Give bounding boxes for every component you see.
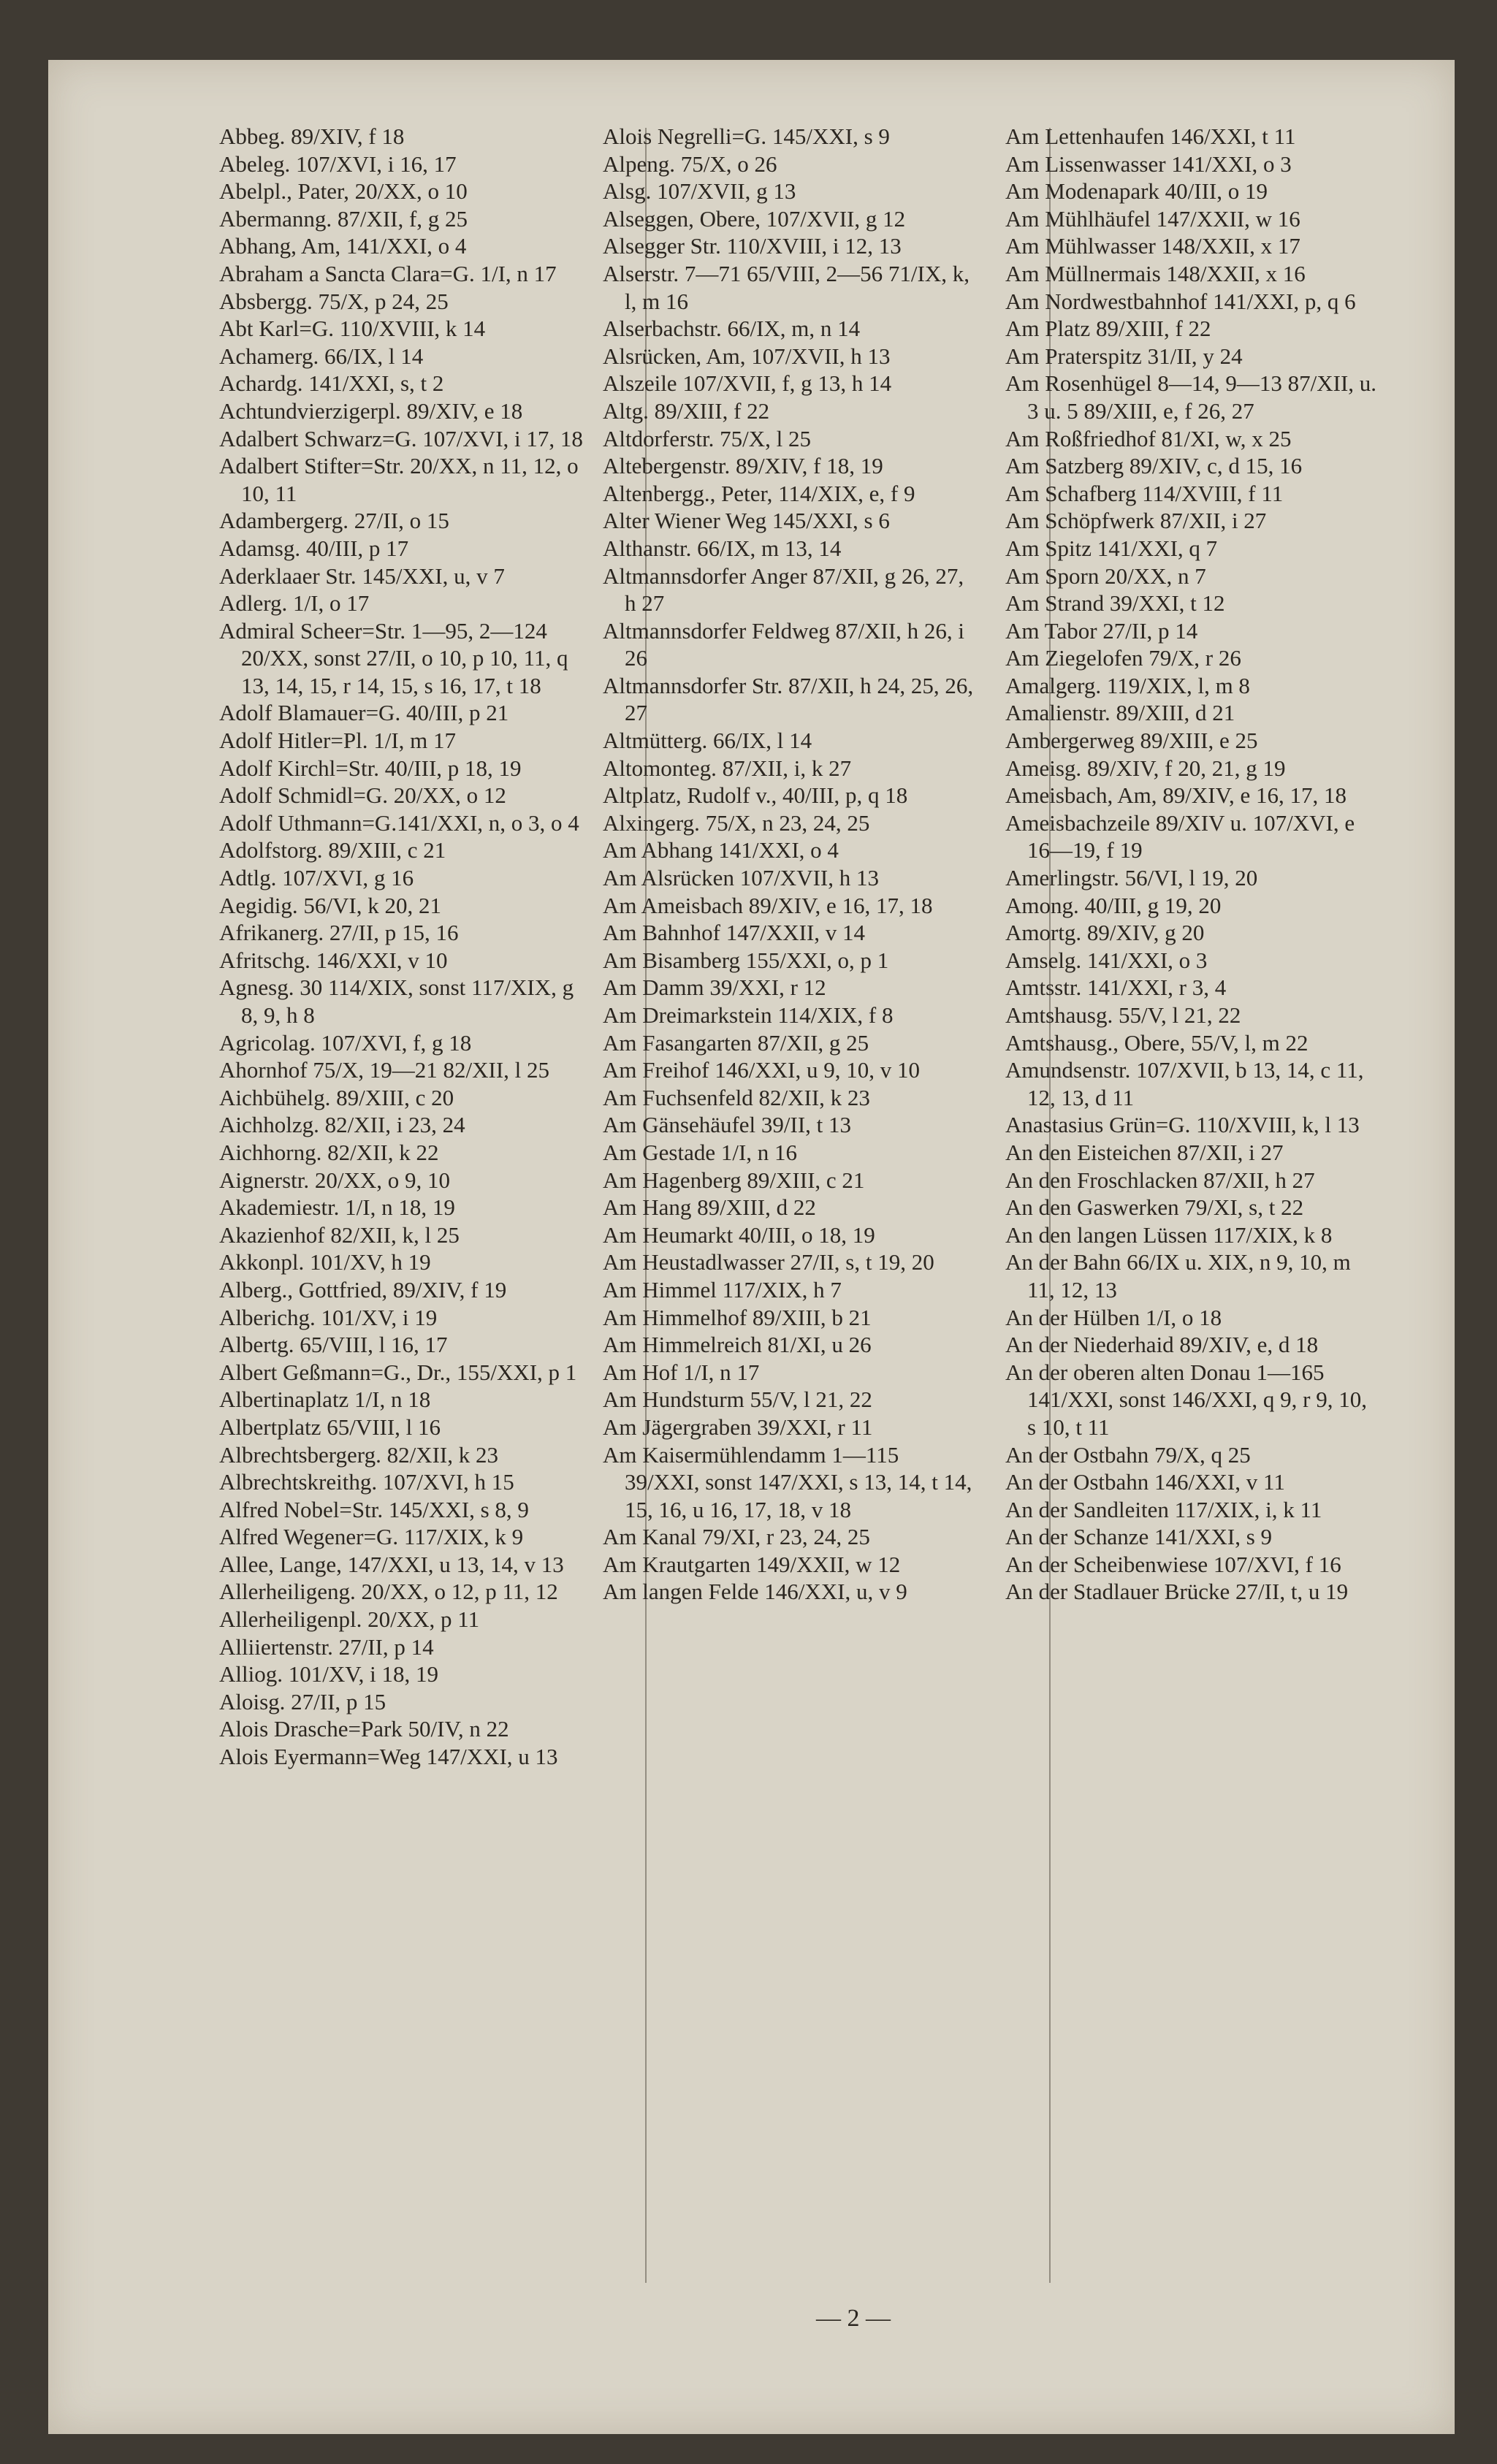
index-entry: Am Himmelreich 81/XI, u 26 [603, 1332, 872, 1358]
index-entry: An der Stadlauer Brücke 27/II, t, u 19 [1005, 1579, 1349, 1605]
index-entry: Alliiertenstr. 27/II, p 14 [219, 1633, 434, 1660]
index-entry: Alfred Nobel=Str. 145/XXI, s 8, 9 [219, 1496, 529, 1522]
index-entry: Altplatz, Rudolf v., 40/III, p, q 18 [603, 782, 908, 809]
index-entry: An der Bahn 66/IX u. XIX, n 9, 10, m 11, 12, 13 [1005, 1249, 1351, 1302]
index-entry: Alpeng. 75/X, o 26 [603, 150, 777, 177]
index-entry: Am Heustadlwasser 27/II, s, t 19, 20 [603, 1249, 934, 1275]
index-entry: Afritschg. 146/XXI, v 10 [219, 947, 448, 973]
index-entry: Amtshausg., Obere, 55/V, l, m 22 [1005, 1029, 1309, 1056]
index-entry: Achardg. 141/XXI, s, t 2 [219, 370, 444, 397]
index-entry: Abermanng. 87/XII, f, g 25 [219, 205, 468, 232]
index-entry: Am Praterspitz 31/II, y 24 [1005, 343, 1243, 369]
index-entry: Absbergg. 75/X, p 24, 25 [219, 288, 449, 314]
index-entry: Abelpl., Pater, 20/XX, o 10 [219, 178, 468, 205]
index-entry: Altomonteg. 87/XII, i, k 27 [603, 755, 852, 781]
index-entry: Am Sporn 20/XX, n 7 [1005, 562, 1206, 589]
index-entry: Adalbert Stifter=Str. 20/XX, n 11, 12, o 10, 11 [219, 453, 579, 506]
index-entry: Altmannsdorfer Str. 87/XII, h 24, 25, 26, 27 [603, 672, 974, 726]
index-entry: Am Gänsehäufel 39/II, t 13 [603, 1112, 852, 1138]
index-entry: Adolf Blamauer=G. 40/III, p 21 [219, 700, 509, 726]
index-entry: Am Modenapark 40/III, o 19 [1005, 178, 1268, 205]
index-entry: Amortg. 89/XIV, g 20 [1005, 920, 1205, 946]
index-entry: Amselg. 141/XXI, o 3 [1005, 947, 1208, 973]
index-entry: Albertinaplatz 1/I, n 18 [219, 1387, 431, 1413]
index-entry: Adolf Hitler=Pl. 1/I, m 17 [219, 728, 457, 754]
index-entry: Aderklaaer Str. 145/XXI, u, v 7 [219, 562, 505, 589]
index-entry: Alseggen, Obere, 107/XVII, g 12 [603, 205, 906, 232]
index-entry: Amundsenstr. 107/XVII, b 13, 14, c 11, 12, 13, d 11 [1005, 1057, 1364, 1110]
index-entry: An den Eisteichen 87/XII, i 27 [1005, 1139, 1284, 1165]
index-entry: Am Kanal 79/XI, r 23, 24, 25 [603, 1524, 870, 1550]
index-entry: An der Ostbahn 146/XXI, v 11 [1005, 1469, 1285, 1495]
index-entry: Ameisbachzeile 89/XIV u. 107/XVI, e 16—19, f 19 [1005, 809, 1355, 863]
index-entry: Am Fasangarten 87/XII, g 25 [603, 1029, 869, 1056]
index-entry: Alois Eyermann=Weg 147/XXI, u 13 [219, 1744, 558, 1770]
index-entry: An der Schanze 141/XXI, s 9 [1005, 1524, 1273, 1550]
index-entry: Albertg. 65/VIII, l 16, 17 [219, 1332, 448, 1358]
index-entry: Adtlg. 107/XVI, g 16 [219, 865, 414, 891]
index-entry: Am Mühlhäufel 147/XXII, w 16 [1005, 205, 1300, 232]
index-entry: Am Gestade 1/I, n 16 [603, 1139, 798, 1165]
index-entry: Altmannsdorfer Feldweg 87/XII, h 26, i 26 [603, 617, 965, 671]
index-column-3 [1005, 123, 1378, 2278]
index-entry: Albrechtsbergerg. 82/XII, k 23 [219, 1441, 498, 1468]
page-number: — 2 — [816, 2305, 891, 2332]
index-entry: Abhang, Am, 141/XXI, o 4 [219, 233, 467, 259]
index-entry: Am Nordwestbahnhof 141/XXI, p, q 6 [1005, 288, 1356, 314]
index-entry: Akademiestr. 1/I, n 18, 19 [219, 1194, 455, 1221]
index-entry: Abeleg. 107/XVI, i 16, 17 [219, 150, 457, 177]
index-entry: Altg. 89/XIII, f 22 [603, 397, 770, 424]
street-index-columns [219, 123, 1417, 2278]
index-entry: Am Freihof 146/XXI, u 9, 10, v 10 [603, 1057, 920, 1083]
index-entry: Am Alsrücken 107/XVII, h 13 [603, 865, 879, 891]
index-entry: Aichhorng. 82/XII, k 22 [219, 1139, 439, 1165]
index-entry: Amalienstr. 89/XIII, d 21 [1005, 700, 1235, 726]
index-entry: An der oberen alten Donau 1—165 141/XXI, sonst 146/XXI, q 9, r 9, 10, s 10, t 11 [1005, 1359, 1367, 1440]
index-entry: Am Strand 39/XXI, t 12 [1005, 590, 1225, 617]
index-entry: Altdorferstr. 75/X, l 25 [603, 425, 811, 451]
index-entry: Abt Karl=G. 110/XVIII, k 14 [219, 316, 486, 342]
index-entry: An der Ostbahn 79/X, q 25 [1005, 1441, 1251, 1468]
index-entry: An der Sandleiten 117/XIX, i, k 11 [1005, 1496, 1322, 1522]
index-entry: Aloisg. 27/II, p 15 [219, 1688, 386, 1714]
index-entry: Am Roßfriedhof 81/XI, w, x 25 [1005, 425, 1292, 451]
index-entry: Am Heumarkt 40/III, o 18, 19 [603, 1221, 875, 1248]
index-entry: Afrikanerg. 27/II, p 15, 16 [219, 920, 459, 946]
index-entry: Ahornhof 75/X, 19—21 82/XII, l 25 [219, 1057, 550, 1083]
index-entry: Am Schafberg 114/XVIII, f 11 [1005, 480, 1284, 506]
index-entry: Am Hundsturm 55/V, l 21, 22 [603, 1387, 872, 1413]
index-column-2 [603, 123, 975, 2278]
index-entry: Am Platz 89/XIII, f 22 [1005, 316, 1211, 342]
index-entry: An der Scheibenwiese 107/XVI, f 16 [1005, 1551, 1341, 1577]
index-entry: Alois Negrelli=G. 145/XXI, s 9 [603, 123, 890, 149]
index-entry: Am Fuchsenfeld 82/XII, k 23 [603, 1084, 870, 1110]
index-entry: Achtundvierzigerpl. 89/XIV, e 18 [219, 397, 523, 424]
index-entry: Alsg. 107/XVII, g 13 [603, 178, 796, 205]
index-entry: Abbeg. 89/XIV, f 18 [219, 123, 405, 149]
index-entry: Am Tabor 27/II, p 14 [1005, 617, 1198, 644]
index-entry: Am Kaisermühlendamm 1—115 39/XXI, sonst 147/XXI, s 13, 14, t 14, 15, 16, u 16, 17, 18, v 18 [603, 1441, 972, 1522]
index-entry: Abraham a Sancta Clara=G. 1/I, n 17 [219, 260, 557, 286]
index-entry: Aignerstr. 20/XX, o 9, 10 [219, 1167, 451, 1193]
index-entry: Amalgerg. 119/XIX, l, m 8 [1005, 672, 1250, 698]
index-entry: Albrechtskreithg. 107/XVI, h 15 [219, 1469, 514, 1495]
index-entry: Aichholzg. 82/XII, i 23, 24 [219, 1112, 465, 1138]
index-entry: Allerheiligeng. 20/XX, o 12, p 11, 12 [219, 1579, 558, 1605]
index-entry: Am Schöpfwerk 87/XII, i 27 [1005, 508, 1267, 534]
index-entry: Alserbachstr. 66/IX, m, n 14 [603, 316, 861, 342]
index-entry: Alszeile 107/XVII, f, g 13, h 14 [603, 370, 892, 397]
index-entry: Am Krautgarten 149/XXII, w 12 [603, 1551, 901, 1577]
index-entry: Am Abhang 141/XXI, o 4 [603, 837, 839, 863]
index-entry: Albertplatz 65/VIII, l 16 [219, 1414, 441, 1440]
index-entry: Am Bisamberg 155/XXI, o, p 1 [603, 947, 889, 973]
index-entry: Am Jägergraben 39/XXI, r 11 [603, 1414, 873, 1440]
index-entry: Agnesg. 30 114/XIX, sonst 117/XIX, g 8, 9, h 8 [219, 974, 574, 1028]
index-entry: Agricolag. 107/XVI, f, g 18 [219, 1029, 472, 1056]
index-entry: An den Gaswerken 79/XI, s, t 22 [1005, 1194, 1304, 1221]
index-entry: Adolf Schmidl=G. 20/XX, o 12 [219, 782, 506, 809]
index-entry: Adambergerg. 27/II, o 15 [219, 508, 449, 534]
index-entry: Admiral Scheer=Str. 1—95, 2—124 20/XX, sonst 27/II, o 10, p 10, 11, q 13, 14, 15, r 14, 15, s 16, 17, t 18 [219, 617, 568, 698]
index-entry: Alfred Wegener=G. 117/XIX, k 9 [219, 1524, 524, 1550]
index-entry: Allerheiligenpl. 20/XX, p 11 [219, 1606, 480, 1633]
index-entry: An den langen Lüssen 117/XIX, k 8 [1005, 1221, 1333, 1248]
index-entry: Altmütterg. 66/IX, l 14 [603, 728, 812, 754]
index-entry: Anastasius Grün=G. 110/XVIII, k, l 13 [1005, 1112, 1360, 1138]
index-entry: Am Dreimarkstein 114/XIX, f 8 [603, 1002, 894, 1028]
index-entry: Amerlingstr. 56/VI, l 19, 20 [1005, 865, 1258, 891]
index-entry: Alberichg. 101/XV, i 19 [219, 1304, 438, 1330]
index-entry: Adlerg. 1/I, o 17 [219, 590, 370, 617]
index-entry: Amtshausg. 55/V, l 21, 22 [1005, 1002, 1241, 1028]
index-entry: Alter Wiener Weg 145/XXI, s 6 [603, 508, 890, 534]
index-entry: Adolf Kirchl=Str. 40/III, p 18, 19 [219, 755, 522, 781]
index-entry: Am Hang 89/XIII, d 22 [603, 1194, 816, 1221]
index-entry: Akazienhof 82/XII, k, l 25 [219, 1221, 460, 1248]
index-entry: An der Niederhaid 89/XIV, e, d 18 [1005, 1332, 1319, 1358]
index-entry: Am Müllnermais 148/XXII, x 16 [1005, 260, 1306, 286]
index-entry: Ameisbach, Am, 89/XIV, e 16, 17, 18 [1005, 782, 1346, 809]
index-entry: Am Mühlwasser 148/XXII, x 17 [1005, 233, 1300, 259]
index-entry: Among. 40/III, g 19, 20 [1005, 892, 1222, 918]
index-column-1 [219, 123, 592, 2278]
index-entry: Althanstr. 66/IX, m 13, 14 [603, 535, 842, 561]
index-entry: Aichbühelg. 89/XIII, c 20 [219, 1084, 454, 1110]
index-entry: Altenbergg., Peter, 114/XIX, e, f 9 [603, 480, 915, 506]
index-entry: Akkonpl. 101/XV, h 19 [219, 1249, 431, 1275]
index-entry: Aegidig. 56/VI, k 20, 21 [219, 892, 441, 918]
index-entry: Am Spitz 141/XXI, q 7 [1005, 535, 1218, 561]
index-entry: Allee, Lange, 147/XXI, u 13, 14, v 13 [219, 1551, 564, 1577]
index-entry: Am Bahnhof 147/XXII, v 14 [603, 920, 866, 946]
index-entry: Ameisg. 89/XIV, f 20, 21, g 19 [1005, 755, 1286, 781]
index-entry: Adolfstorg. 89/XIII, c 21 [219, 837, 446, 863]
index-entry: Am Hof 1/I, n 17 [603, 1359, 760, 1385]
index-entry: Adamsg. 40/III, p 17 [219, 535, 409, 561]
index-entry: Albert Geßmann=G., Dr., 155/XXI, p 1 [219, 1359, 577, 1385]
index-entry: Alserstr. 7—71 65/VIII, 2—56 71/IX, k, l, m 16 [603, 260, 970, 314]
index-entry: Altmannsdorfer Anger 87/XII, g 26, 27, h 27 [603, 562, 964, 617]
index-entry: Am Himmelhof 89/XIII, b 21 [603, 1304, 872, 1330]
index-entry: Alxingerg. 75/X, n 23, 24, 25 [603, 809, 870, 836]
index-entry: Ambergerweg 89/XIII, e 25 [1005, 728, 1258, 754]
index-entry: Alois Drasche=Park 50/IV, n 22 [219, 1716, 509, 1742]
index-entry: Altebergenstr. 89/XIV, f 18, 19 [603, 453, 883, 479]
index-entry: Amtsstr. 141/XXI, r 3, 4 [1005, 974, 1227, 1001]
index-entry: Am Ameisbach 89/XIV, e 16, 17, 18 [603, 892, 933, 918]
index-entry: Am Satzberg 89/XIV, c, d 15, 16 [1005, 453, 1303, 479]
index-entry: Achamerg. 66/IX, l 14 [219, 343, 424, 369]
index-entry: Am Himmel 117/XIX, h 7 [603, 1276, 842, 1302]
index-entry: Alberg., Gottfried, 89/XIV, f 19 [219, 1276, 507, 1302]
index-entry: Alsrücken, Am, 107/XVII, h 13 [603, 343, 891, 369]
index-entry: Am Ziegelofen 79/X, r 26 [1005, 645, 1241, 671]
index-entry: An der Hülben 1/I, o 18 [1005, 1304, 1222, 1330]
index-entry: An den Froschlacken 87/XII, h 27 [1005, 1167, 1315, 1193]
index-entry: Alsegger Str. 110/XVIII, i 12, 13 [603, 233, 902, 259]
index-entry: Am Damm 39/XXI, r 12 [603, 974, 826, 1001]
index-entry: Alliog. 101/XV, i 18, 19 [219, 1661, 438, 1687]
index-entry: Am Rosenhügel 8—14, 9—13 87/XII, u. 3 u. 5 89/XIII, e, f 26, 27 [1005, 370, 1377, 424]
index-entry: Adalbert Schwarz=G. 107/XVI, i 17, 18 [219, 425, 583, 451]
index-entry: Adolf Uthmann=G.141/XXI, n, o 3, o 4 [219, 809, 579, 836]
index-entry: Am Lettenhaufen 146/XXI, t 11 [1005, 123, 1296, 149]
index-entry: Am Lissenwasser 141/XXI, o 3 [1005, 150, 1292, 177]
index-entry: Am Hagenberg 89/XIII, c 21 [603, 1167, 865, 1193]
index-entry: Am langen Felde 146/XXI, u, v 9 [603, 1579, 907, 1605]
